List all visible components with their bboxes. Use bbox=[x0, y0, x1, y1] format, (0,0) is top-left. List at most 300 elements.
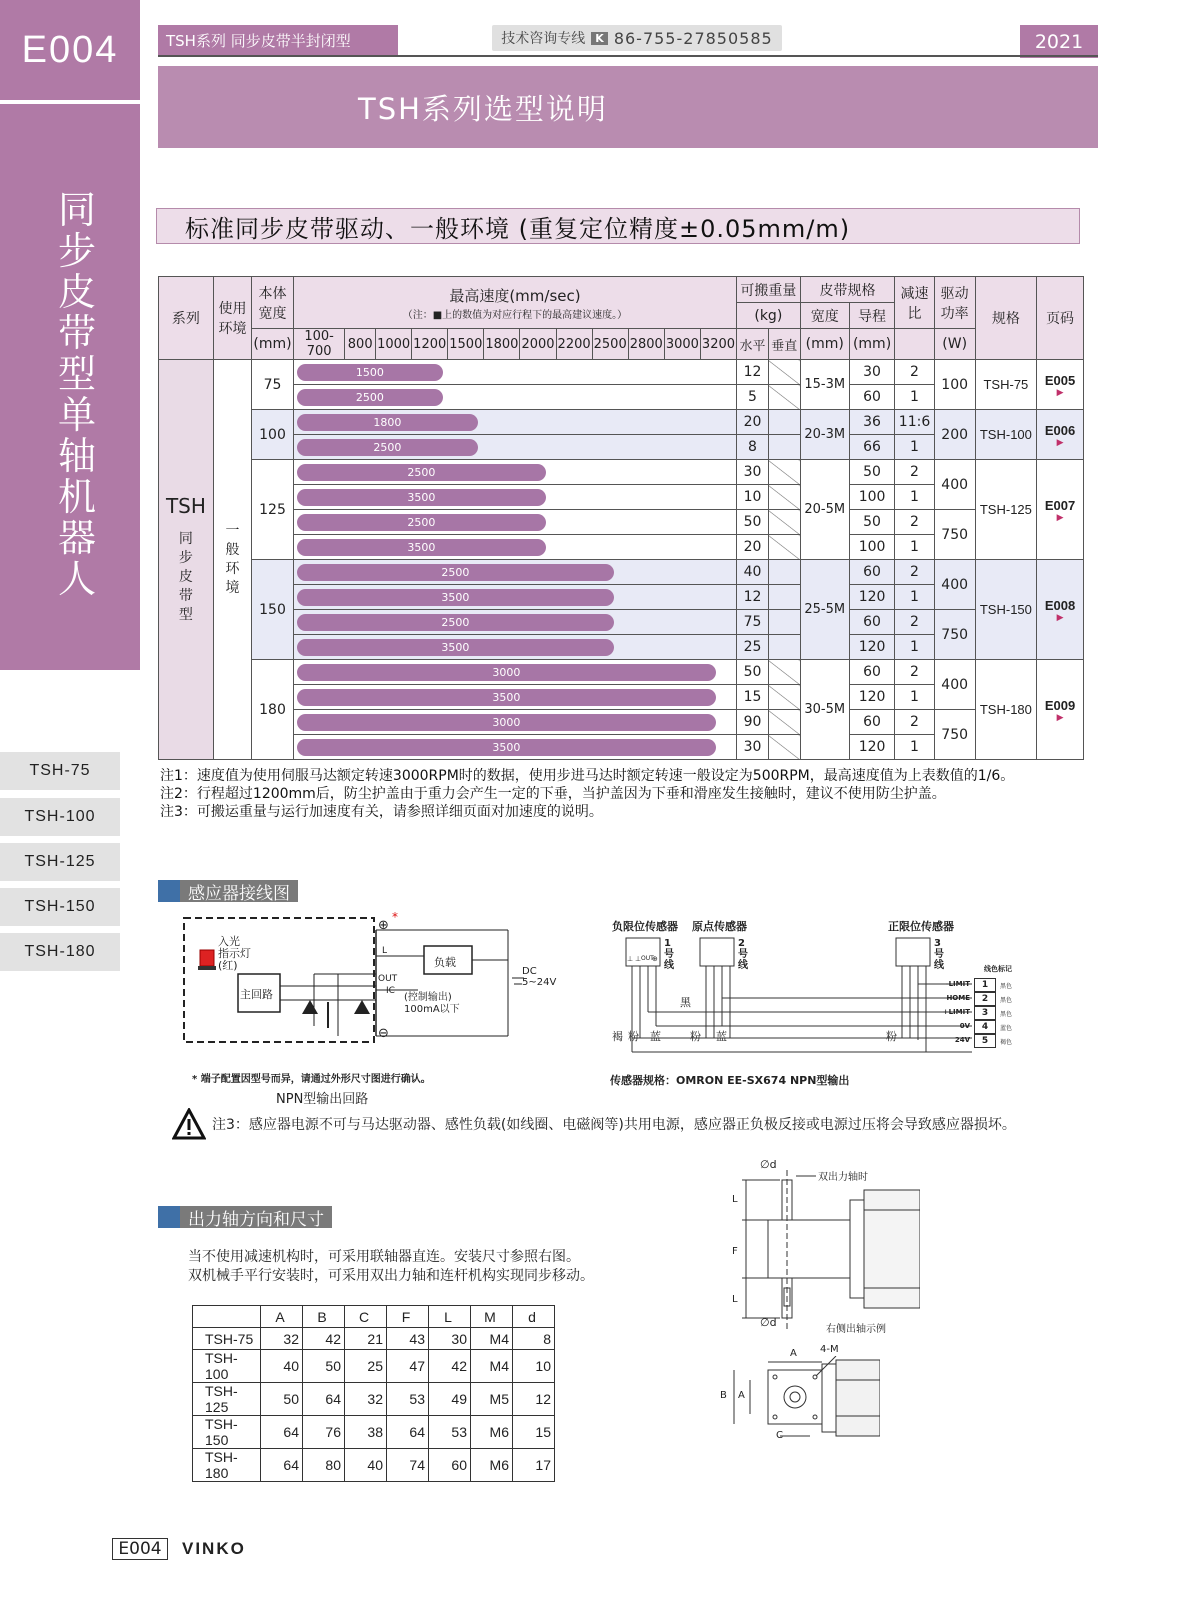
sensor-section-head bbox=[158, 880, 298, 902]
spec-table bbox=[158, 276, 1084, 760]
dim-value: 38 bbox=[345, 1416, 387, 1449]
ratio: 2 bbox=[895, 360, 934, 385]
terminal-row bbox=[930, 978, 1050, 992]
dim-value: 17 bbox=[513, 1449, 555, 1482]
payload-h: 90 bbox=[737, 710, 769, 735]
th-width-unit: (mm) bbox=[252, 329, 294, 360]
terminal-color: 蓝色 bbox=[1000, 1025, 1013, 1032]
belt-width-cell: 20-5M bbox=[800, 460, 849, 560]
belt-width-cell: 20-3M bbox=[800, 410, 849, 460]
output-section-title: 出力轴方向和尺寸 bbox=[180, 1206, 332, 1228]
belt-lead: 36 bbox=[849, 410, 894, 435]
dimension-table bbox=[192, 1305, 555, 1482]
divider bbox=[0, 100, 140, 103]
dim-value: M6 bbox=[471, 1449, 513, 1482]
th-stroke-0: 100-700 bbox=[293, 329, 344, 360]
dim-value: 64 bbox=[387, 1416, 429, 1449]
speed-bar-cell bbox=[293, 485, 736, 510]
speed-bar: 3500 bbox=[297, 689, 716, 706]
dim-value: 40 bbox=[261, 1350, 303, 1383]
dim-model: TSH-180 bbox=[193, 1449, 261, 1482]
speed-bar-cell bbox=[293, 535, 736, 560]
speed-bar: 1500 bbox=[297, 364, 443, 381]
power-cell: 750 bbox=[934, 610, 975, 660]
dim-value: 49 bbox=[429, 1383, 471, 1416]
hotline bbox=[492, 25, 782, 51]
speed-bar-cell bbox=[293, 510, 736, 535]
ratio: 1 bbox=[895, 685, 934, 710]
payload-v bbox=[768, 485, 800, 510]
ratio: 1 bbox=[895, 435, 934, 460]
payload-v bbox=[768, 535, 800, 560]
th-lead-unit: (mm) bbox=[849, 329, 894, 360]
belt-lead: 100 bbox=[849, 535, 894, 560]
table-row bbox=[159, 510, 1084, 535]
speed-bar-cell bbox=[293, 685, 736, 710]
banner-title: TSH系列选型说明 bbox=[158, 66, 1098, 148]
terminal-row bbox=[930, 1006, 1050, 1020]
dim-value: M4 bbox=[471, 1350, 513, 1383]
payload-h: 50 bbox=[737, 660, 769, 685]
page-ref-link[interactable]: E006 bbox=[1044, 422, 1076, 438]
power-cell: 100 bbox=[934, 360, 975, 410]
th-stroke-10: 3000 bbox=[664, 329, 700, 360]
hotline-label: 技术咨询专线 bbox=[501, 31, 586, 47]
table-row bbox=[159, 460, 1084, 485]
hotline-k-icon: K bbox=[591, 32, 608, 45]
dim-value: 21 bbox=[345, 1328, 387, 1350]
speed-bar: 2500 bbox=[297, 389, 443, 406]
dim-value: 80 bbox=[303, 1449, 345, 1482]
payload-h: 50 bbox=[737, 510, 769, 535]
dim-value: 76 bbox=[303, 1416, 345, 1449]
dim-value: 64 bbox=[303, 1383, 345, 1416]
speed-bar: 3500 bbox=[297, 489, 546, 506]
belt-lead: 120 bbox=[849, 585, 894, 610]
notes bbox=[160, 767, 1120, 821]
table-row bbox=[193, 1328, 555, 1350]
header-rule bbox=[158, 55, 1098, 57]
ratio: 2 bbox=[895, 510, 934, 535]
sensor-line-2: 2号线 bbox=[738, 938, 748, 971]
speed-bar: 2500 bbox=[297, 439, 478, 456]
section-marker bbox=[158, 880, 180, 902]
pin-label-4: ⊕ bbox=[652, 955, 658, 963]
th-env: 使用环境 bbox=[213, 277, 251, 360]
model-cell: TSH-180 bbox=[975, 660, 1037, 760]
double-shaft-label: 双出力轴时 bbox=[818, 1172, 868, 1183]
dim-value: 32 bbox=[345, 1383, 387, 1416]
speed-bar-cell bbox=[293, 360, 736, 385]
th-power: 驱动功率 bbox=[934, 277, 975, 329]
dim-value: 64 bbox=[261, 1416, 303, 1449]
terminal-header: 线色标记 bbox=[984, 965, 1012, 973]
dim-model: TSH-100 bbox=[193, 1350, 261, 1383]
speed-bar-cell bbox=[293, 610, 736, 635]
terminal-label: 24V bbox=[954, 1036, 970, 1044]
ratio: 2 bbox=[895, 610, 934, 635]
payload-v bbox=[768, 660, 800, 685]
body-width-cell: 75 bbox=[252, 360, 294, 410]
speed-bar-cell bbox=[293, 735, 736, 760]
model-cell: TSH-125 bbox=[975, 460, 1037, 560]
shaft-drawing-svg bbox=[720, 1170, 920, 1330]
speed-bar: 2500 bbox=[297, 564, 614, 581]
dim-value: 64 bbox=[261, 1449, 303, 1482]
th-belt-width-unit: (mm) bbox=[800, 329, 849, 360]
payload-v bbox=[768, 610, 800, 635]
dim-b: B bbox=[720, 1390, 727, 1401]
payload-h: 10 bbox=[737, 485, 769, 510]
dim-value: 43 bbox=[387, 1328, 429, 1350]
dim-value: M5 bbox=[471, 1383, 513, 1416]
payload-h: 12 bbox=[737, 585, 769, 610]
speed-bar-cell bbox=[293, 560, 736, 585]
belt-width-cell: 30-5M bbox=[800, 660, 849, 760]
output-desc-1: 当不使用减速机构时，可采用联轴器直连。安装尺寸参照右图。 bbox=[188, 1249, 580, 1265]
th-stroke-5: 1800 bbox=[484, 329, 520, 360]
speed-bar: 3500 bbox=[297, 589, 614, 606]
section-marker bbox=[158, 1206, 180, 1228]
th-stroke-2: 1000 bbox=[376, 329, 412, 360]
th-stroke-9: 2800 bbox=[628, 329, 664, 360]
belt-lead: 60 bbox=[849, 610, 894, 635]
arrow-icon: ▶ bbox=[1056, 612, 1064, 623]
terminal-label: +LIMIT bbox=[942, 1008, 970, 1016]
table-row bbox=[159, 360, 1084, 385]
terminal-label: 0V bbox=[959, 1022, 970, 1030]
power-cell: 400 bbox=[934, 460, 975, 510]
power-cell: 750 bbox=[934, 510, 975, 560]
page-ref-link[interactable]: E009 bbox=[1044, 697, 1076, 713]
dim-value: 15 bbox=[513, 1416, 555, 1449]
terminal-color: 黑色 bbox=[1000, 983, 1013, 990]
table-row bbox=[193, 1449, 555, 1482]
sensor-name-neg: 负限位传感器 bbox=[612, 921, 678, 933]
dim-4m: 4-M bbox=[820, 1344, 839, 1355]
env-value: 一般环境 bbox=[225, 522, 240, 596]
warning-line bbox=[172, 1107, 1172, 1141]
belt-lead: 30 bbox=[849, 360, 894, 385]
th-page: 页码 bbox=[1037, 277, 1084, 360]
speed-bar-cell bbox=[293, 660, 736, 685]
payload-v bbox=[768, 410, 800, 435]
belt-lead: 120 bbox=[849, 635, 894, 660]
payload-v bbox=[768, 385, 800, 410]
side-tab-tsh-100[interactable]: TSH-100 bbox=[0, 798, 120, 836]
wire-label-black: 黑 bbox=[680, 996, 691, 1009]
body-width-cell: 125 bbox=[252, 460, 294, 560]
page-ref-cell[interactable] bbox=[1037, 360, 1084, 410]
sensor-name-home: 原点传感器 bbox=[692, 921, 747, 933]
speed-bar: 3000 bbox=[297, 714, 716, 731]
warning-icon bbox=[172, 1108, 206, 1140]
section-title: 标准同步皮带驱动、一般环境 (重复定位精度±0.05mm/m) bbox=[156, 208, 1080, 244]
ratio: 1 bbox=[895, 535, 934, 560]
payload-h: 40 bbox=[737, 560, 769, 585]
dc-label: DC 5~24V bbox=[522, 966, 557, 988]
payload-v bbox=[768, 635, 800, 660]
table-row bbox=[159, 610, 1084, 635]
flange-drawing-svg bbox=[720, 1356, 880, 1446]
dim-value: 42 bbox=[429, 1350, 471, 1383]
side-tab-tsh-125[interactable]: TSH-125 bbox=[0, 843, 120, 881]
speed-bar-cell bbox=[293, 585, 736, 610]
th-max-speed: 最高速度(mm/sec) （注：■上的数值为对应行程下的最高建议速度。） bbox=[293, 277, 736, 329]
dim-value: 47 bbox=[387, 1350, 429, 1383]
page-ref-cell[interactable] bbox=[1037, 410, 1084, 460]
series-tag: TSH系列 同步皮带半封闭型 bbox=[158, 25, 398, 55]
series-cell bbox=[159, 360, 214, 760]
speed-bar: 2500 bbox=[297, 514, 546, 531]
ratio: 2 bbox=[895, 460, 934, 485]
speed-bar: 1800 bbox=[297, 414, 478, 431]
sensor-name-pos: 正限位传感器 bbox=[888, 921, 954, 933]
page-ref-link[interactable]: E007 bbox=[1044, 497, 1076, 513]
sensor-section-title: 感应器接线图 bbox=[180, 880, 298, 902]
output-section-head bbox=[158, 1206, 332, 1228]
npn-caption: NPN型输出回路 bbox=[276, 1092, 369, 1107]
year-badge: 2021 bbox=[1020, 25, 1098, 58]
dim-value: 30 bbox=[429, 1328, 471, 1350]
speed-bar-cell bbox=[293, 460, 736, 485]
dim-a-top: A bbox=[790, 1348, 797, 1359]
payload-h: 20 bbox=[737, 535, 769, 560]
dim-value: 60 bbox=[429, 1449, 471, 1482]
th-payload: 可搬重量 bbox=[737, 277, 801, 303]
led-label: 入光 指示灯 (红) bbox=[218, 935, 251, 972]
footer-page-code: E004 bbox=[112, 1538, 168, 1560]
dim-value: 25 bbox=[345, 1350, 387, 1383]
plus-terminal-icon: ⊕ bbox=[378, 918, 389, 933]
terminal-row bbox=[930, 1020, 1050, 1034]
output-desc bbox=[188, 1248, 594, 1286]
payload-h: 25 bbox=[737, 635, 769, 660]
payload-h: 75 bbox=[737, 610, 769, 635]
dim-value: 40 bbox=[345, 1449, 387, 1482]
ratio: 1 bbox=[895, 585, 934, 610]
payload-h: 15 bbox=[737, 685, 769, 710]
side-title: 同步皮带型单轴机器人 bbox=[57, 188, 96, 601]
terminal-row bbox=[930, 992, 1050, 1006]
payload-v bbox=[768, 685, 800, 710]
speed-bar-cell bbox=[293, 635, 736, 660]
th-stroke-3: 1200 bbox=[412, 329, 448, 360]
power-cell: 200 bbox=[934, 410, 975, 460]
payload-v bbox=[768, 585, 800, 610]
output-desc-2: 双机械手平行安装时，可采用双出力轴和连杆机构实现同步移动。 bbox=[188, 1268, 594, 1284]
payload-v bbox=[768, 460, 800, 485]
table-row bbox=[159, 710, 1084, 735]
page-ref-cell[interactable] bbox=[1037, 560, 1084, 660]
th-horizontal: 水平 bbox=[737, 329, 769, 360]
terminal-color: 黑色 bbox=[1000, 1011, 1013, 1018]
npn-footnote: * 端子配置因型号而异，请通过外形尺寸图进行确认。 bbox=[192, 1074, 431, 1085]
dim-col-1: A bbox=[261, 1306, 303, 1328]
th-stroke-4: 1500 bbox=[448, 329, 484, 360]
wire-label-pink-2: 粉 bbox=[690, 1030, 701, 1043]
th-series: 系列 bbox=[159, 277, 214, 360]
th-power-unit: (W) bbox=[934, 329, 975, 360]
terminal-no: 5 bbox=[974, 1034, 996, 1048]
speed-bar-cell bbox=[293, 410, 736, 435]
terminal-row bbox=[930, 1034, 1050, 1048]
l-terminal: L bbox=[382, 946, 388, 956]
wire-label-brown: 褐 bbox=[612, 1030, 623, 1043]
belt-width-cell: 25-5M bbox=[800, 560, 849, 660]
payload-h: 30 bbox=[737, 735, 769, 760]
page-ref-cell[interactable] bbox=[1037, 660, 1084, 760]
th-vertical: 垂直 bbox=[768, 329, 800, 360]
sensor-line-3: 3号线 bbox=[934, 938, 944, 971]
pin-label-3: OUT bbox=[641, 955, 654, 962]
ratio: 1 bbox=[895, 735, 934, 760]
table-row bbox=[193, 1350, 555, 1383]
footer-brand: VINKO bbox=[182, 1539, 246, 1558]
sensor-spec: 传感器规格：OMRON EE-SX674 NPN型输出 bbox=[610, 1074, 850, 1087]
dim-value: 42 bbox=[303, 1328, 345, 1350]
arrow-icon: ▶ bbox=[1056, 387, 1064, 398]
payload-v bbox=[768, 510, 800, 535]
ratio: 2 bbox=[895, 560, 934, 585]
th-belt-spec: 皮带规格 bbox=[800, 277, 895, 303]
power-cell: 750 bbox=[934, 710, 975, 760]
dim-value: 53 bbox=[387, 1383, 429, 1416]
belt-lead: 120 bbox=[849, 735, 894, 760]
belt-lead: 100 bbox=[849, 485, 894, 510]
belt-width-cell: 15-3M bbox=[800, 360, 849, 410]
dim-model: TSH-150 bbox=[193, 1416, 261, 1449]
terminal-label: HOME bbox=[946, 994, 970, 1002]
side-tab-tsh-150[interactable]: TSH-150 bbox=[0, 888, 120, 926]
shaft-l-top: L bbox=[732, 1194, 738, 1205]
note-1: 注1：速度值为使用伺服马达额定转速3000RPM时的数据，使用步进马达时额定转速一般设定为500RPM，最高速度值为上表数值的1/6。 bbox=[160, 768, 1015, 784]
hotline-number: 86-755-27850585 bbox=[613, 28, 773, 48]
th-model: 规格 bbox=[975, 277, 1037, 360]
pin-label-1: ⊥ bbox=[627, 955, 634, 963]
pin-label-2: ⊥ bbox=[635, 955, 642, 963]
table-row bbox=[159, 410, 1084, 435]
th-ratio-blank bbox=[895, 329, 934, 360]
th-belt-width: 宽度 bbox=[800, 303, 849, 329]
dim-value: 53 bbox=[429, 1416, 471, 1449]
th-stroke-6: 2000 bbox=[520, 329, 556, 360]
ratio: 11:6 bbox=[895, 410, 934, 435]
belt-lead: 60 bbox=[849, 560, 894, 585]
side-tab-tsh-75[interactable]: TSH-75 bbox=[0, 752, 120, 790]
payload-v bbox=[768, 735, 800, 760]
ctrl-label: (控制输出) 100mA以下 bbox=[404, 992, 460, 1015]
sensor-wiring bbox=[612, 918, 1052, 1088]
right-shaft-label: 右侧出轴示例 bbox=[826, 1324, 886, 1335]
speed-bar: 3500 bbox=[297, 639, 614, 656]
page-code: E004 bbox=[0, 0, 140, 100]
payload-v bbox=[768, 435, 800, 460]
shaft-d-top: ∅d bbox=[760, 1158, 777, 1171]
belt-lead: 60 bbox=[849, 660, 894, 685]
payload-h: 12 bbox=[737, 360, 769, 385]
arrow-icon: ▶ bbox=[1056, 437, 1064, 448]
power-cell: 400 bbox=[934, 560, 975, 610]
th-body-width: 本体宽度 bbox=[252, 277, 294, 329]
load-label: 负载 bbox=[434, 956, 456, 969]
payload-v bbox=[768, 560, 800, 585]
body-width-cell: 180 bbox=[252, 660, 294, 760]
page-ref-link[interactable]: E008 bbox=[1044, 597, 1076, 613]
npn-circuit bbox=[178, 910, 558, 1090]
dim-value: 50 bbox=[261, 1383, 303, 1416]
speed-bar: 3000 bbox=[297, 664, 716, 681]
shaft-d-bottom: ∅d bbox=[760, 1316, 777, 1329]
terminal-color: 褐色 bbox=[1000, 1039, 1013, 1046]
belt-lead: 60 bbox=[849, 385, 894, 410]
th-stroke-1: 800 bbox=[345, 329, 376, 360]
terminal-no: 3 bbox=[974, 1006, 996, 1020]
dim-col-4: F bbox=[387, 1306, 429, 1328]
minus-terminal-icon: ⊖ bbox=[378, 1026, 389, 1041]
speed-bar-cell bbox=[293, 435, 736, 460]
table-row bbox=[159, 560, 1084, 585]
th-ratio: 减速比 bbox=[895, 277, 934, 329]
terminal-no: 4 bbox=[974, 1020, 996, 1034]
dim-col-2: B bbox=[303, 1306, 345, 1328]
power-cell: 400 bbox=[934, 660, 975, 710]
env-cell bbox=[213, 360, 251, 760]
payload-v bbox=[768, 710, 800, 735]
speed-bar: 2500 bbox=[297, 614, 614, 631]
th-belt-lead: 导程 bbox=[849, 303, 894, 329]
main-circuit-label: 主回路 bbox=[240, 988, 273, 1001]
ratio: 1 bbox=[895, 485, 934, 510]
belt-lead: 66 bbox=[849, 435, 894, 460]
belt-lead: 50 bbox=[849, 510, 894, 535]
dim-value: 50 bbox=[303, 1350, 345, 1383]
dim-col-3: C bbox=[345, 1306, 387, 1328]
dim-value: 12 bbox=[513, 1383, 555, 1416]
dim-col-5: L bbox=[429, 1306, 471, 1328]
side-tab-tsh-180[interactable]: TSH-180 bbox=[0, 933, 120, 971]
model-cell: TSH-75 bbox=[975, 360, 1037, 410]
warning-text: 注3：感应器电源不可与马达驱动器、感性负载(如线圈、电磁阀等)共用电源，感应器正负极反接或电源过压将会导致感应器损坏。 bbox=[212, 1117, 1016, 1133]
model-cell: TSH-150 bbox=[975, 560, 1037, 660]
payload-h: 30 bbox=[737, 460, 769, 485]
ratio: 2 bbox=[895, 660, 934, 685]
th-stroke-8: 2500 bbox=[592, 329, 628, 360]
flange-drawing bbox=[720, 1344, 880, 1446]
belt-lead: 50 bbox=[849, 460, 894, 485]
speed-bar: 2500 bbox=[297, 464, 546, 481]
dim-model: TSH-125 bbox=[193, 1383, 261, 1416]
payload-h: 8 bbox=[737, 435, 769, 460]
payload-h: 5 bbox=[737, 385, 769, 410]
th-stroke-11: 3200 bbox=[700, 329, 736, 360]
belt-lead: 120 bbox=[849, 685, 894, 710]
page-ref-link[interactable]: E005 bbox=[1044, 372, 1076, 388]
dim-model: TSH-75 bbox=[193, 1328, 261, 1350]
star-mark: * bbox=[392, 910, 398, 924]
sensor-line-1: 1号线 bbox=[664, 938, 674, 971]
dim-c: C bbox=[776, 1430, 783, 1441]
ratio: 2 bbox=[895, 710, 934, 735]
shaft-l-bottom: L bbox=[732, 1294, 738, 1305]
note-3: 注3：可搬运重量与运行加速度有关，请参照详细页面对加速度的说明。 bbox=[160, 804, 603, 820]
dim-value: 8 bbox=[513, 1328, 555, 1350]
dim-col-7: d bbox=[513, 1306, 555, 1328]
terminal-no: 2 bbox=[974, 992, 996, 1006]
dim-value: M4 bbox=[471, 1328, 513, 1350]
series-name: TSH bbox=[165, 494, 206, 518]
page-ref-cell[interactable] bbox=[1037, 460, 1084, 560]
